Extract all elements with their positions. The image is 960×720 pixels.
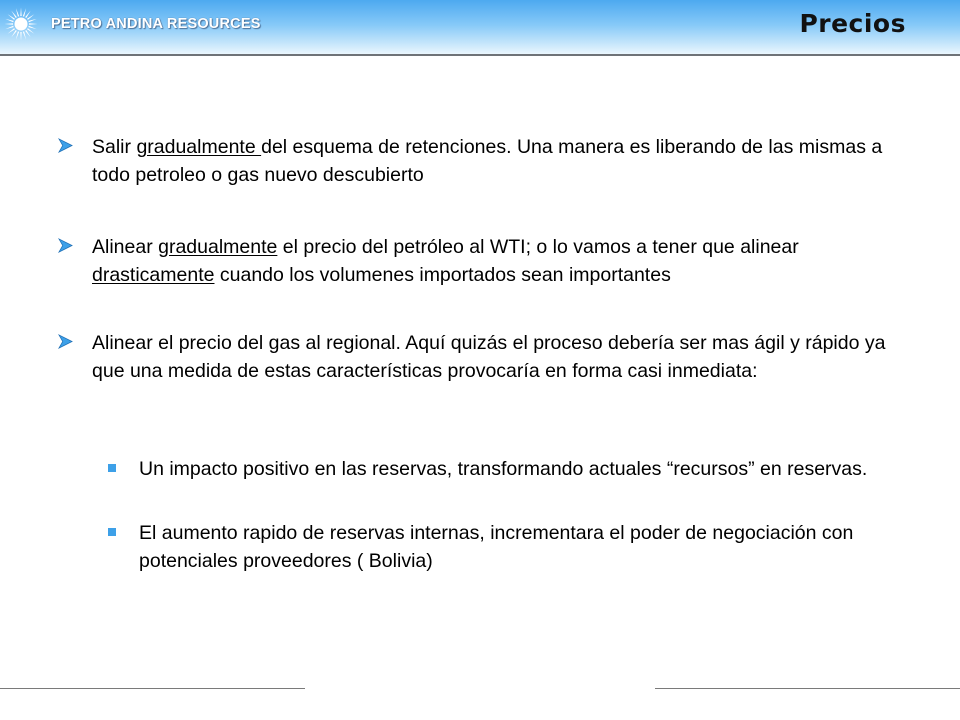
logo-ray bbox=[16, 8, 19, 16]
arrow-bullet-icon bbox=[58, 238, 73, 253]
sunburst-logo-icon bbox=[4, 7, 38, 41]
footer-divider-left bbox=[0, 688, 305, 689]
logo-ray bbox=[8, 28, 15, 34]
sub-bullet-text: Un impacto positivo en las reservas, transformando actuales “recursos” en reservas. bbox=[139, 458, 868, 480]
underlined-text: gradualmente bbox=[158, 236, 278, 258]
arrow-bullet-icon bbox=[58, 138, 73, 153]
bullet-text bbox=[92, 133, 892, 189]
square-bullet-icon bbox=[108, 464, 116, 472]
logo-ray bbox=[16, 31, 19, 39]
bullet-text-segment: Alinear bbox=[92, 236, 159, 258]
bullet-text-segment: cuando los volumenes importados sean importantes bbox=[214, 264, 671, 286]
logo-ray bbox=[20, 32, 21, 41]
header-divider bbox=[0, 54, 960, 56]
logo-ray bbox=[25, 30, 31, 37]
logo-ray bbox=[5, 19, 13, 22]
logo-ray bbox=[11, 11, 17, 18]
logo-ray bbox=[28, 19, 36, 22]
underlined-text: gradualmente bbox=[136, 136, 262, 158]
bullet-text-segment: Alinear el precio del gas al regional. Aquí quizás el proceso debería ser mas ágil y rápido ya que una medida de estas características provocaría en forma casi inmediata: bbox=[92, 332, 886, 382]
bullet-text-segment: Salir bbox=[92, 136, 137, 158]
bullet-text-segment: del esquema de retenciones. Una manera es liberando de las mismas a todo petroleo o gas nuevo descubierto bbox=[92, 136, 883, 186]
sub-bullet-text: El aumento rapido de reservas internas, incrementara el poder de negociación con potenciales proveedores ( Bolivia) bbox=[139, 522, 854, 572]
company-name: PETRO ANDINA RESOURCES bbox=[51, 16, 261, 32]
square-bullet-icon bbox=[108, 528, 116, 536]
logo-ray bbox=[28, 26, 36, 29]
logo-ray bbox=[20, 8, 21, 17]
logo-ray bbox=[5, 23, 14, 24]
logo-ray bbox=[8, 14, 15, 20]
logo-ray bbox=[23, 31, 26, 39]
footer-divider-right bbox=[655, 688, 960, 689]
logo-ray bbox=[27, 28, 34, 34]
logo-ray bbox=[29, 23, 38, 24]
bullet-text-segment: el precio del petróleo al WTI; o lo vamos a tener que alinear bbox=[277, 236, 799, 258]
page-title: Precios bbox=[799, 9, 906, 38]
logo-ray bbox=[5, 26, 13, 29]
arrow-bullet-icon bbox=[58, 334, 73, 349]
logo-ray bbox=[27, 14, 34, 20]
underlined-text: drasticamente bbox=[92, 264, 215, 286]
header-band bbox=[0, 0, 960, 55]
bullet-text bbox=[92, 329, 892, 385]
logo-ray bbox=[25, 11, 31, 18]
bullet-text bbox=[92, 233, 892, 289]
logo-ray bbox=[23, 8, 26, 16]
logo-ray bbox=[11, 30, 17, 37]
